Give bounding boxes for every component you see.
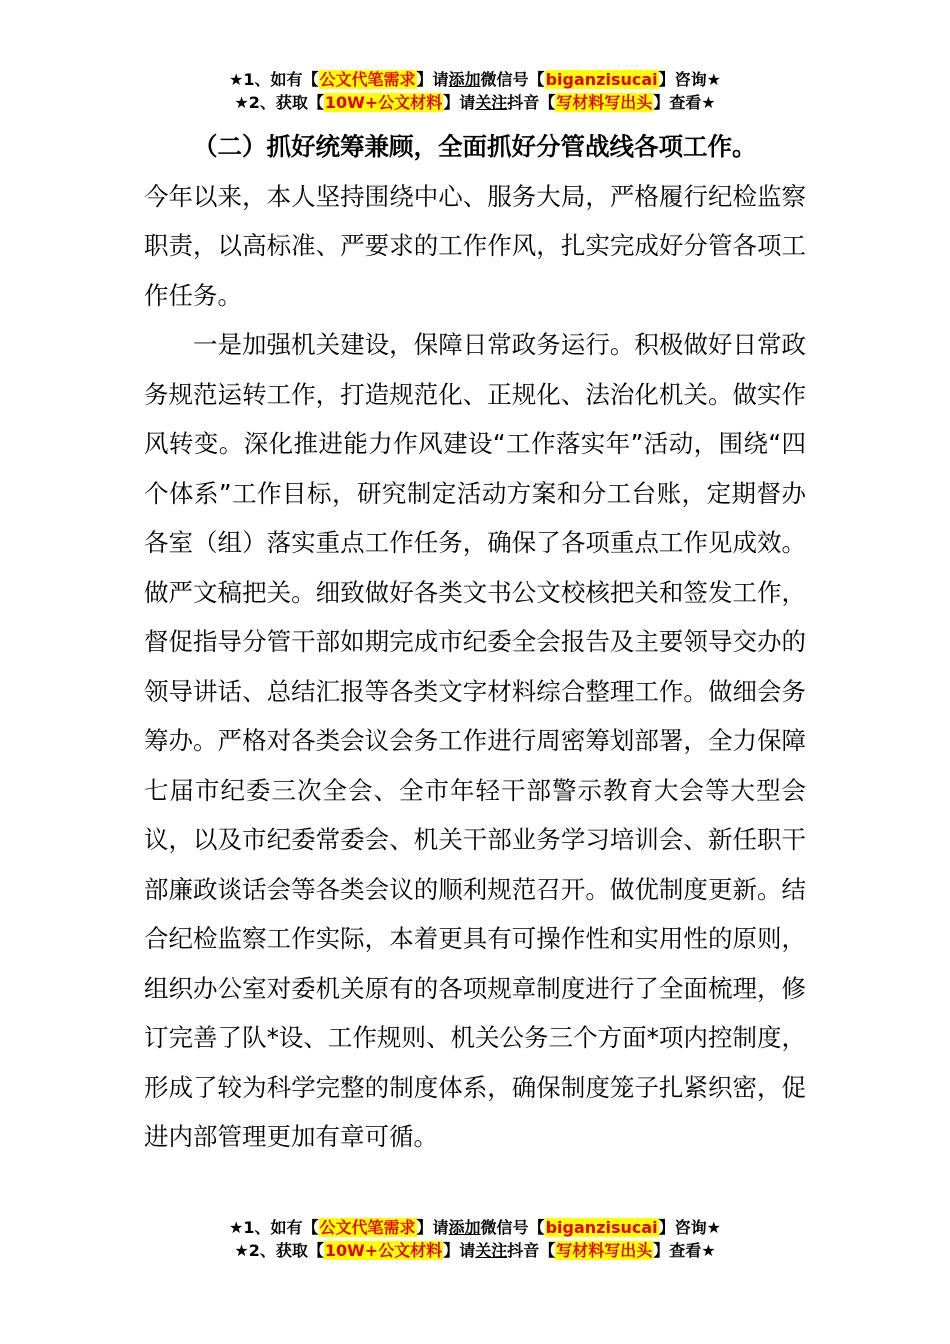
paragraph-main: 一是加强机关建设，保障日常政务运行。积极做好日常政务规范运转工作，打造规范化、正规化、法治化机关。做实作风转变。深化推进能力作风建设“工作落实年”活动，围绕“四个体系”工作目标，研究制定活动方案和分工台账，定期督办各室（组）落实重点工作任务，确保了各项重点工作见成效。做严文稿把关。细致做好各类文书公文校核把关和签发工作，督促指导分管干部如期完成市纪委全会报告及主要领导交办的领导讲话、总结汇报等各类文字材料综合整理工作。做细会务筹办。严格对各类会议会务工作进行周密筹划部署，全力保障七届市纪委三次全会、全市年轻干部警示教育大会等大型会议，以及市纪委常委会、机关干部业务学习培训会、新任职干部廉政谈话会等各类会议的顺利规范召开。做优制度更新。结合纪检监察工作实际，本着更具有可操作性和实用性的原则，组织办公室对委机关原有的各项规章制度进行了全面梳理，修订完善了队*设、工作规则、机关公务三个方面*项内控制度，形成了较为科学完整的制度体系，确保制度笼子扎紧织密，促进内部管理更加有章可循。 xyxy=(144,330,806,1151)
banner-line-1 xyxy=(0,1216,950,1239)
banner-line-1 xyxy=(0,68,950,91)
banner-underlined-text: 添加 xyxy=(448,1218,481,1237)
banner-underlined-text: 关注 xyxy=(475,93,508,112)
highlight-douyin-account: 写材料写出头 xyxy=(556,93,653,112)
highlight-ghostwriting: 公文代笔需求 xyxy=(319,1218,416,1237)
banner-text: 】查看★ xyxy=(653,93,716,112)
banner-text: 】请 xyxy=(416,1218,449,1237)
highlight-materials: 10W+公文材料 xyxy=(324,1241,443,1260)
banner-text: ★1、如有【 xyxy=(229,1218,319,1237)
banner-text: 抖音【 xyxy=(507,93,556,112)
banner-text: 】咨询★ xyxy=(658,1218,721,1237)
banner-text: 】请 xyxy=(443,93,476,112)
bottom-banner xyxy=(0,1216,950,1262)
banner-text: ★1、如有【 xyxy=(229,70,319,89)
section-heading: （二）抓好统筹兼顾，全面抓好分管战线各项工作。 xyxy=(193,132,757,161)
banner-text: 】查看★ xyxy=(653,1241,716,1260)
banner-line-2 xyxy=(0,91,950,114)
highlight-wechat-id: biganzisucai xyxy=(545,70,658,89)
banner-text: ★2、获取【 xyxy=(234,93,324,112)
banner-text: 】请 xyxy=(416,70,449,89)
banner-text: 】请 xyxy=(443,1241,476,1260)
highlight-materials: 10W+公文材料 xyxy=(324,93,443,112)
banner-text: 微信号【 xyxy=(480,70,545,89)
banner-text: 】咨询★ xyxy=(658,70,721,89)
banner-text: 抖音【 xyxy=(507,1241,556,1260)
document-body xyxy=(144,122,806,1162)
paragraph-intro: 今年以来，本人坚持围绕中心、服务大局，严格履行纪检监察职责，以高标准、严要求的工作作风，扎实完成好分管各项工作任务。 xyxy=(144,181,806,310)
top-banner xyxy=(0,68,950,114)
highlight-ghostwriting: 公文代笔需求 xyxy=(319,70,416,89)
banner-underlined-text: 添加 xyxy=(448,70,481,89)
highlight-douyin-account: 写材料写出头 xyxy=(556,1241,653,1260)
highlight-wechat-id: biganzisucai xyxy=(545,1218,658,1237)
banner-underlined-text: 关注 xyxy=(475,1241,508,1260)
banner-text: 微信号【 xyxy=(480,1218,545,1237)
banner-line-2 xyxy=(0,1239,950,1262)
banner-text: ★2、获取【 xyxy=(234,1241,324,1260)
